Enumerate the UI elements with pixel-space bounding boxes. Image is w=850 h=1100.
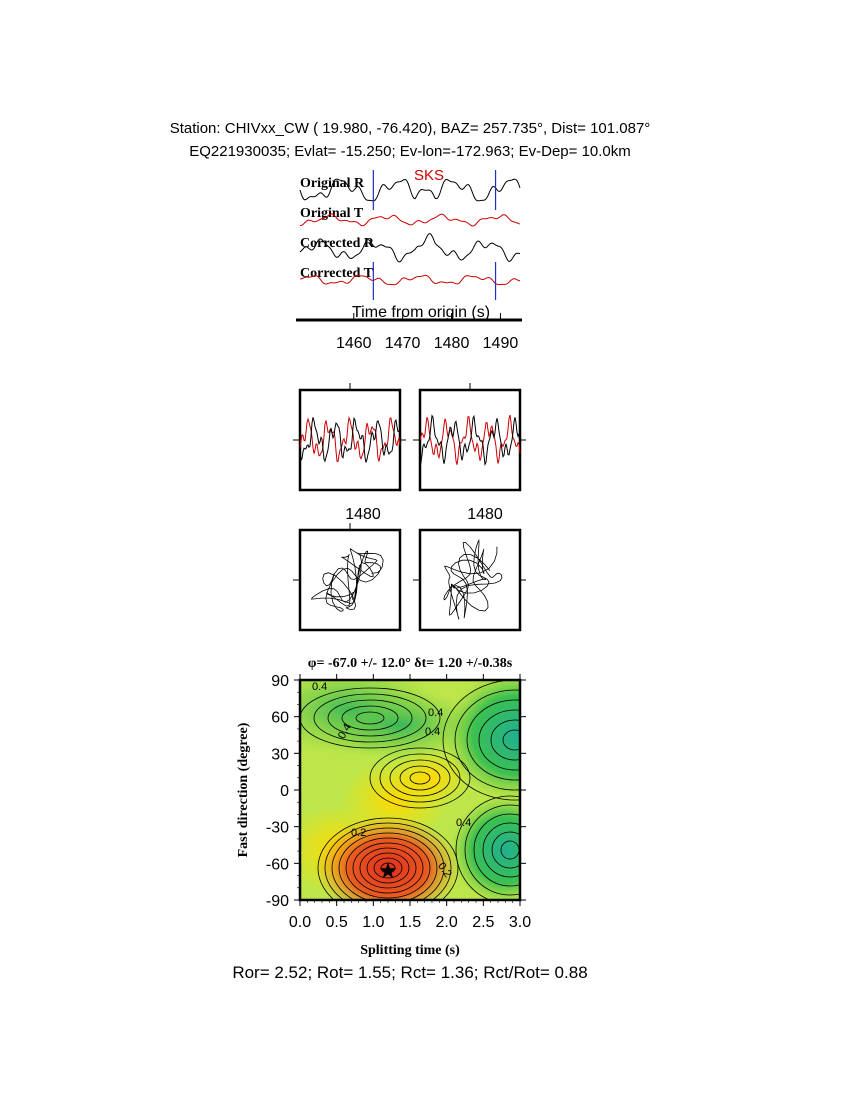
time-tick-label: 1480	[433, 335, 470, 352]
map-y-tick-label: 60	[271, 709, 289, 727]
contour-label: 0.4	[428, 707, 444, 719]
particle-motion-left	[293, 523, 400, 630]
contour-label: 0.2	[435, 860, 454, 880]
contour-label: 0.4	[335, 721, 354, 742]
map-y-label: Fast direction (degree)	[236, 722, 251, 858]
trace-label-original-r: Original R	[300, 176, 365, 191]
map-x-tick-label: 2.0	[435, 914, 458, 931]
best-fit-star-icon: ★	[378, 858, 398, 883]
map-y-tick-label: -90	[265, 893, 289, 910]
particle-motion-path	[444, 540, 502, 619]
zoom-panel-right	[413, 383, 526, 523]
footer-statistics: Ror= 2.52; Rot= 1.55; Rct= 1.36; Rct/Rot= 0.88	[232, 963, 588, 982]
zoom-left-tick-label: 1480	[345, 506, 381, 523]
map-y-tick-label: 30	[271, 746, 289, 764]
map-x-tick-label: 2.5	[472, 914, 495, 931]
contour-label: 0.2	[351, 827, 367, 839]
map-x-tick-label: 0.0	[288, 914, 312, 931]
map-x-tick-label: 3.0	[508, 914, 532, 931]
particle-motion-right	[413, 530, 526, 630]
zoom-right-tick-label: 1480	[467, 506, 503, 523]
particle-motion-path	[312, 549, 384, 611]
time-axis-label: Time from origin (s)	[352, 304, 491, 321]
map-y-tick-label: -30	[265, 819, 289, 837]
header-station-line: Station: CHIVxx_CW ( 19.980, -76.420), BAZ= 257.735°, Dist= 101.087°	[169, 120, 651, 137]
window-markers	[373, 170, 495, 300]
header-event-line: EQ221930035; Evlat= -15.250; Ev-lon=-172.963; Ev-Dep= 10.0km	[189, 143, 631, 160]
contour-label: 0.4	[425, 726, 441, 738]
trace-labels	[300, 176, 375, 281]
map-y-tick-label: 90	[271, 673, 289, 690]
map-x-tick-label: 0.5	[325, 914, 348, 931]
trace-label-corrected-r: Corrected R	[300, 236, 374, 251]
map-x-tick-label: 1.5	[398, 914, 422, 931]
time-tick-label: 1470	[384, 335, 421, 352]
map-x-label: Splitting time (s)	[360, 943, 460, 958]
contour-label: 0.4	[312, 681, 328, 693]
time-tick-label: 1490	[482, 335, 519, 352]
zoom-trace	[300, 417, 400, 462]
contour-label: 0.4	[456, 817, 472, 829]
map-y-tick-label: -60	[265, 856, 289, 874]
map-title: φ= -67.0 +/- 12.0° δt= 1.20 +/-0.38s	[307, 656, 513, 671]
trace-label-corrected-t: Corrected T	[300, 266, 373, 281]
map-y-tick-label: 0	[280, 783, 289, 800]
zoom-panel-left	[293, 383, 406, 523]
time-tick-label: 1460	[335, 335, 372, 352]
map-x-tick-label: 1.0	[362, 914, 385, 931]
sks-phase-label: SKS	[414, 167, 445, 184]
trace-label-original-t: Original T	[300, 206, 364, 221]
energy-map	[260, 665, 587, 920]
